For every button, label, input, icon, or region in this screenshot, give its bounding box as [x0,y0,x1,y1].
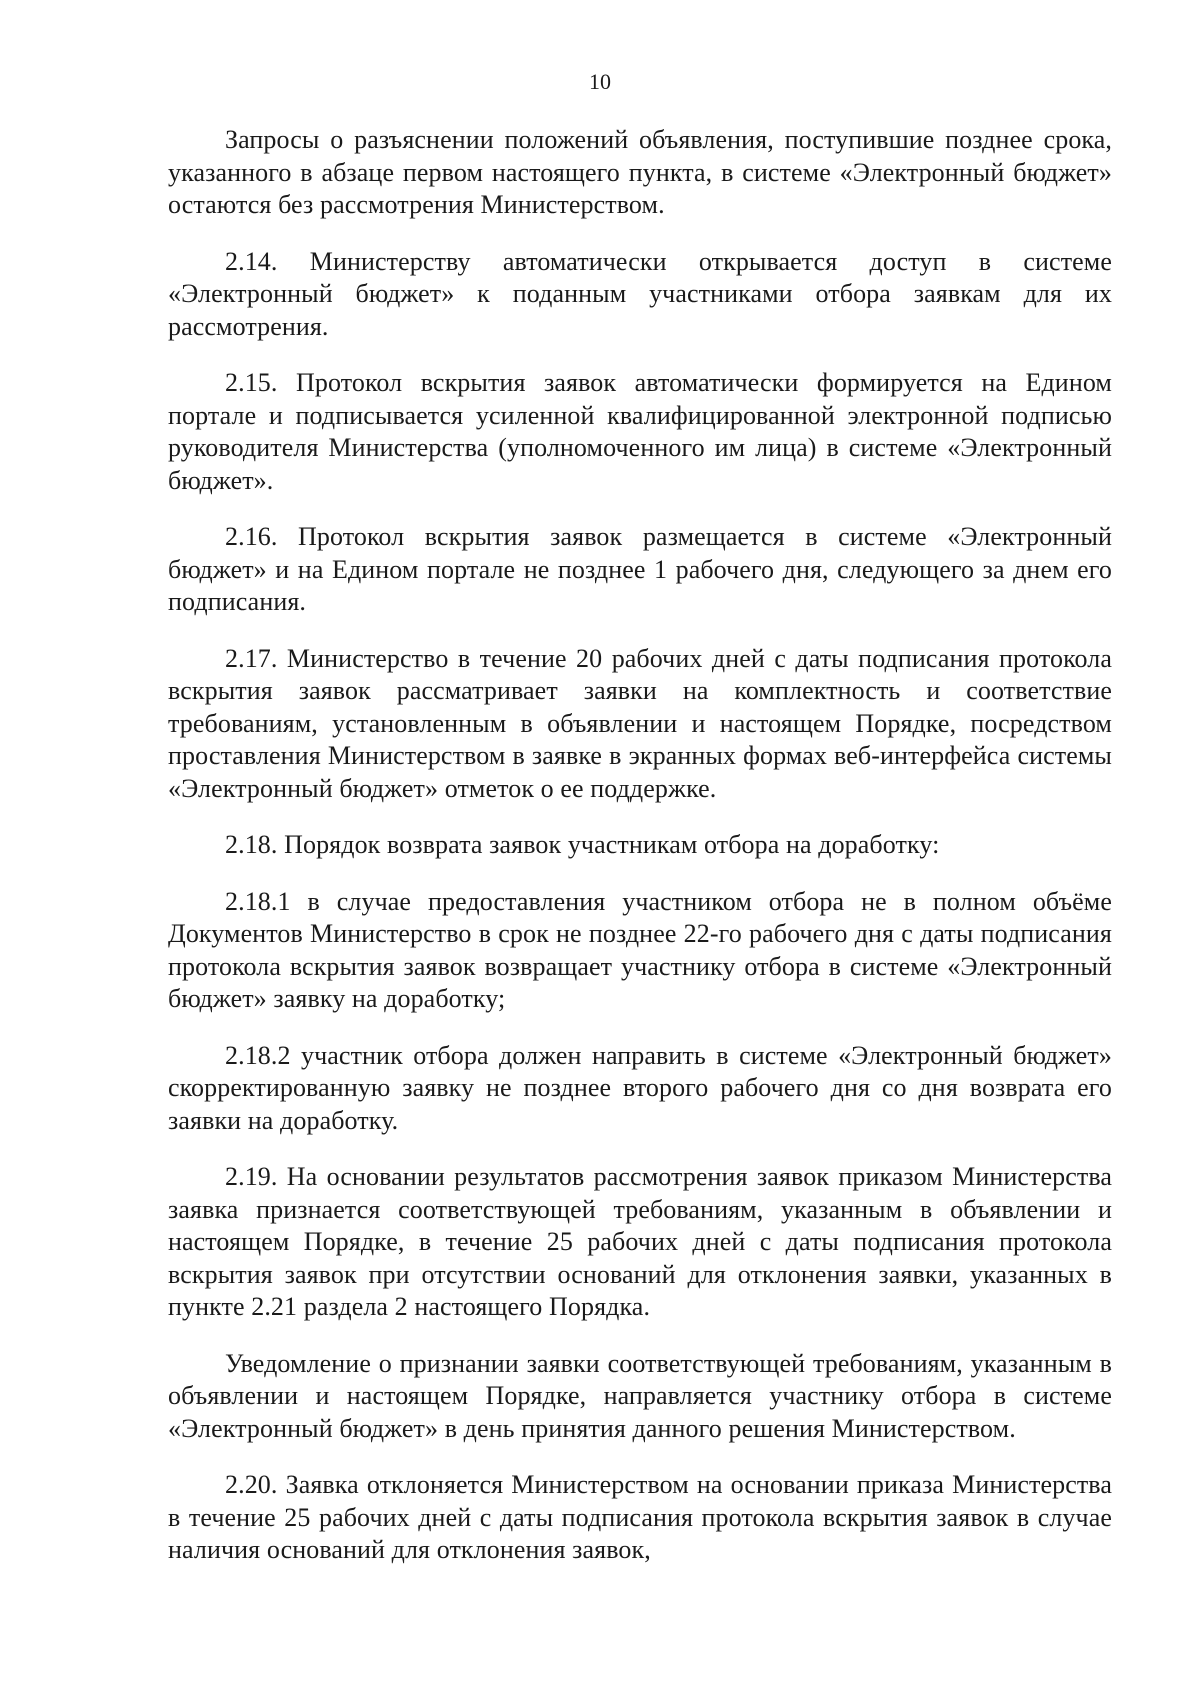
paragraph-2-20: 2.20. Заявка отклоняется Министерством на основании приказа Министерства в течение 25 рабочих дней с даты подписания протокола вскрытия заявок в случае наличия оснований для отклонения заявок, [168,1470,1112,1564]
page-number: 10 [589,69,611,94]
document-body [168,124,1112,1567]
paragraph-2-17: 2.17. Министерство в течение 20 рабочих дней с даты подписания протокола вскрытия заявок рассматривает заявки на комплектность и соответствие требованиям, установленным в объявлении и настоящем Порядке, посредством проставления Министерством в заявке в экранных формах веб-интерфейса системы «Электронный бюджет» отметок о ее поддержке. [168,643,1112,803]
paragraph-2-18-2: 2.18.2 участник отбора должен направить в системе «Электронный бюджет» скорректированную заявку не позднее второго рабочего дня со дня возврата его заявки на доработку. [168,1040,1112,1135]
paragraph-2-19: 2.19. На основании результатов рассмотрения заявок приказом Министерства заявка признается соответствующей требованиям, указанным в объявлении и настоящем Порядке, в течение 25 рабочих дней с даты подписания протокола вскрытия заявок при отсутствии оснований для отклонения заявки, указанных в пункте 2.21 раздела 2 настоящего Порядка. [168,1162,1112,1321]
paragraph-2-14: 2.14. Министерству автоматически открывается доступ в системе «Электронный бюджет» к поданным участниками отбора заявкам для их рассмотрения. [168,246,1112,341]
paragraph-2-16: 2.16. Протокол вскрытия заявок размещается в системе «Электронный бюджет» и на Едином портале не позднее 1 рабочего дня, следующего за днем его подписания. [168,522,1112,616]
paragraph-2-15: 2.15. Протокол вскрытия заявок автоматически формируется на Едином портале и подписывается усиленной квалифицированной электронной подписью руководителя Министерства (уполномоченного им лица) в системе «Электронный бюджет». [168,368,1112,495]
paragraph-notification: Уведомление о признании заявки соответствующей требованиям, указанным в объявлении и настоящем Порядке, направляется участнику отбора в системе «Электронный бюджет» в день принятия данного решения Министерством. [168,1348,1112,1443]
paragraph-2-18-1: 2.18.1 в случае предоставления участником отбора не в полном объёме Документов Министерство в срок не позднее 22-го рабочего дня с даты подписания протокола вскрытия заявок возвращает участнику отбора в системе «Электронный бюджет» заявку на доработку; [168,886,1112,1013]
paragraph-2-18: 2.18. Порядок возврата заявок участникам отбора на доработку: [225,830,940,859]
paragraph-clarification-requests: Запросы о разъяснении положений объявления, поступившие позднее срока, указанного в абзаце первом настоящего пункта, в системе «Электронный бюджет» остаются без рассмотрения Министерством. [168,125,1112,219]
